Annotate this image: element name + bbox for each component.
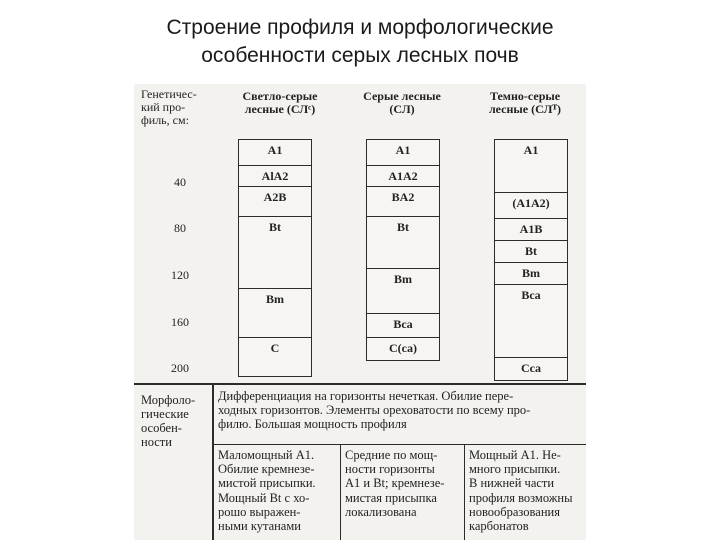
horizon-bt: Bt xyxy=(495,241,567,263)
morphology-cell-line: ности горизонты xyxy=(345,462,435,477)
column-header-line: (СЛ) xyxy=(389,102,415,116)
horizon-a1b: A1B xyxy=(495,219,567,241)
morphology-cell-line: мистая присыпка xyxy=(345,490,437,505)
common-morphology-line: филю. Большая мощность профиля xyxy=(218,417,407,431)
table-divider xyxy=(464,444,465,540)
morphology-cell-line: Обилие кремнезе- xyxy=(218,462,315,477)
common-morphology-line: Дифференциация на горизонты нечеткая. Обилие пере- xyxy=(218,389,514,403)
morphology-cell-line: А1 и Вt; кремнезе- xyxy=(345,476,445,491)
horizon-bm: Bm xyxy=(239,289,311,338)
morphology-cell-line: профиля возможны xyxy=(469,490,573,505)
horizon-a1a2: A1A2 xyxy=(367,166,439,187)
morphology-cell-line: новообразования xyxy=(469,504,560,519)
morphology-cell-line: ными кутанами xyxy=(218,519,301,534)
depth-mark-40: 40 xyxy=(174,175,186,189)
common-morphology-line: ходных горизонтов. Элементы ореховатости по всему про- xyxy=(218,403,531,417)
soil-column-grey xyxy=(366,139,440,361)
morphology-cell-line: мистой присыпки. xyxy=(218,476,316,491)
column-header-line: лесные (СЛᶜ) xyxy=(244,102,316,116)
table-divider xyxy=(212,383,214,540)
horizon-bt: Bt xyxy=(367,217,439,269)
horizon-a1: A1 xyxy=(367,140,439,166)
horizon-cca: Cca xyxy=(521,361,541,375)
morphology-label-line: особен- xyxy=(141,421,182,435)
morphology-label-line: гические xyxy=(141,407,189,421)
column-header-dark-grey xyxy=(470,90,580,116)
table-divider xyxy=(340,444,341,540)
horizon-ba2: BA2 xyxy=(367,187,439,217)
column-header-line: Серые лесные xyxy=(363,89,441,103)
horizon-bca: Bca xyxy=(367,314,439,338)
horizon-c: C xyxy=(270,341,280,355)
profile-table-scan xyxy=(134,84,586,540)
horizon-a1: A1 xyxy=(495,140,567,193)
horizon-cca: C(ca) xyxy=(389,341,417,355)
morphology-cell-line: Средние по мощ- xyxy=(345,448,438,462)
horizon-a2b: A2B xyxy=(239,187,311,217)
soil-column-dark-grey xyxy=(494,139,568,381)
column-header-line: Темно-серые xyxy=(489,89,561,103)
column-header-line: лесные (СЛᵀ) xyxy=(488,102,562,116)
slide-title-line-1: Строение профиля и морфологические xyxy=(166,16,554,39)
morphology-cell-light-grey xyxy=(218,448,338,533)
depth-mark-80: 80 xyxy=(174,221,186,235)
horizon-a1: A1 xyxy=(239,140,311,166)
depth-mark-200: 200 xyxy=(171,361,189,375)
profile-depth-label-line: кий про- xyxy=(141,100,186,114)
slide-title-line-2: особенности серых лесных почв xyxy=(201,44,519,67)
depth-mark-120: 120 xyxy=(171,268,189,282)
horizon-bm: Bm xyxy=(367,269,439,314)
horizon-ala2: AlA2 xyxy=(239,166,311,187)
profile-depth-label-line: Генетичес- xyxy=(141,87,197,101)
morphology-cell-line: Мощный А1. Не- xyxy=(469,448,561,462)
morphology-cell-line: В нижней части xyxy=(469,476,555,491)
horizon-bm: Bm xyxy=(495,263,567,285)
horizon-bca: Bca xyxy=(495,285,567,358)
soil-column-light-grey xyxy=(238,139,312,377)
morphology-cell-line: карбонатов xyxy=(469,519,529,534)
morphology-cell-line: локализована xyxy=(345,504,417,519)
horizon-a1a2: (A1A2) xyxy=(495,193,567,219)
morphology-label-line: Морфоло- xyxy=(141,393,196,407)
morphology-cell-line: Маломощный А1. xyxy=(218,448,315,462)
profile-depth-label-line: филь, см: xyxy=(141,113,189,127)
table-divider xyxy=(134,383,586,385)
table-divider xyxy=(212,444,586,445)
depth-mark-160: 160 xyxy=(171,315,189,329)
morphology-cell-line: много присыпки. xyxy=(469,462,561,477)
morphology-cell-dark-grey xyxy=(469,448,585,533)
horizon-bt: Bt xyxy=(239,217,311,289)
profile-depth-label xyxy=(141,88,207,127)
slide-title xyxy=(0,14,720,70)
morphology-cell-line: Мощный Вt с хо- xyxy=(218,490,310,505)
column-header-line: Светло-серые xyxy=(242,89,318,103)
morphology-label-line: ности xyxy=(141,435,172,449)
morphology-label xyxy=(141,393,211,449)
column-header-grey xyxy=(348,90,456,116)
morphology-cell-grey xyxy=(345,448,463,519)
morphology-cell-line: рошо выражен- xyxy=(218,504,301,519)
common-morphology-text xyxy=(218,389,584,431)
column-header-light-grey xyxy=(226,90,334,116)
